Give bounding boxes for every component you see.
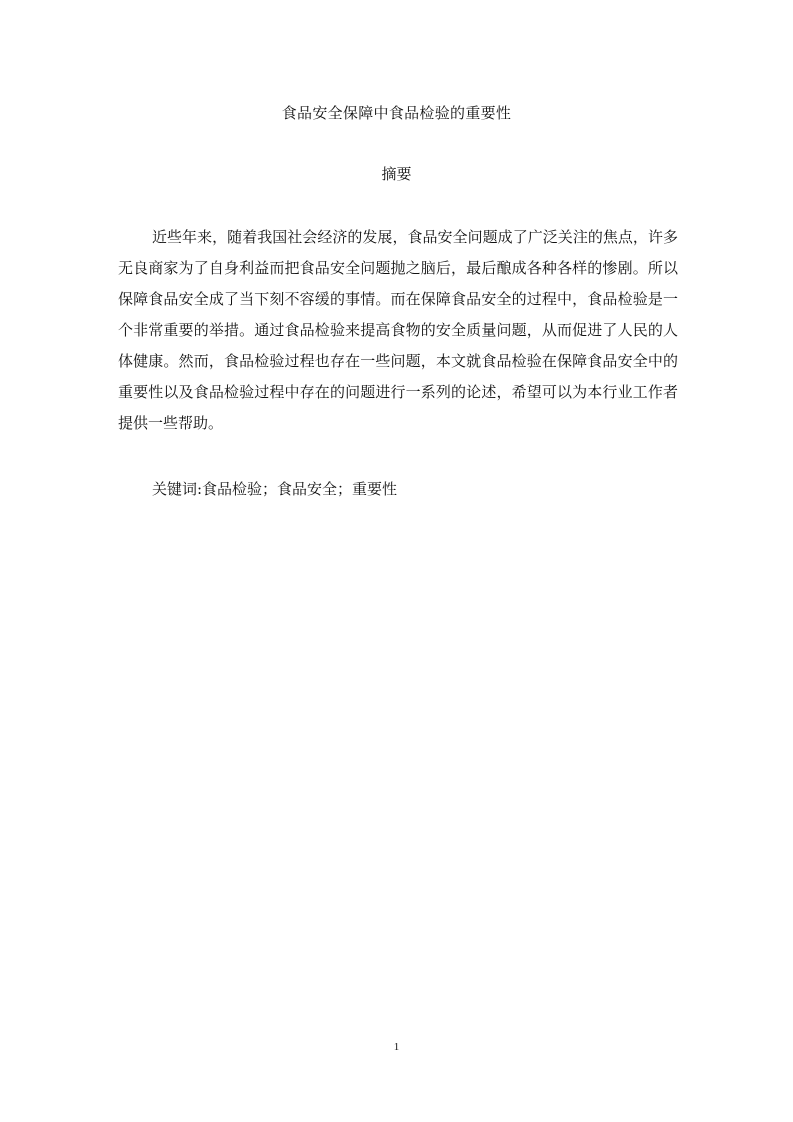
document-title: 食品安全保障中食品检验的重要性	[281, 104, 512, 122]
abstract-paragraph: 近些年来，随着我国社会经济的发展，食品安全问题成了广泛关注的焦点，许多无良商家为了自身利益而把食品安全问题抛之脑后，最后酿成各种各样的惨剧。所以保障食品安全成了当下刻不容缓的事情。而在保障食品安全的过程中，食品检验是一个非常重要的举措。通过食品检验来提高食物的安全质量问题，从而促进了人民的人体健康。然而，食品检验过程也存在一些问题，本文就食品检验在保障食品安全中的重要性以及食品检验过程中存在的问题进行一系列的论述，希望可以为本行业工作者提供一些帮助。	[118, 228, 678, 432]
page-number: 1	[393, 1041, 400, 1053]
keywords-line: 关键词:食品检验；食品安全；重要性	[152, 480, 398, 498]
abstract-heading: 摘要	[381, 165, 412, 183]
